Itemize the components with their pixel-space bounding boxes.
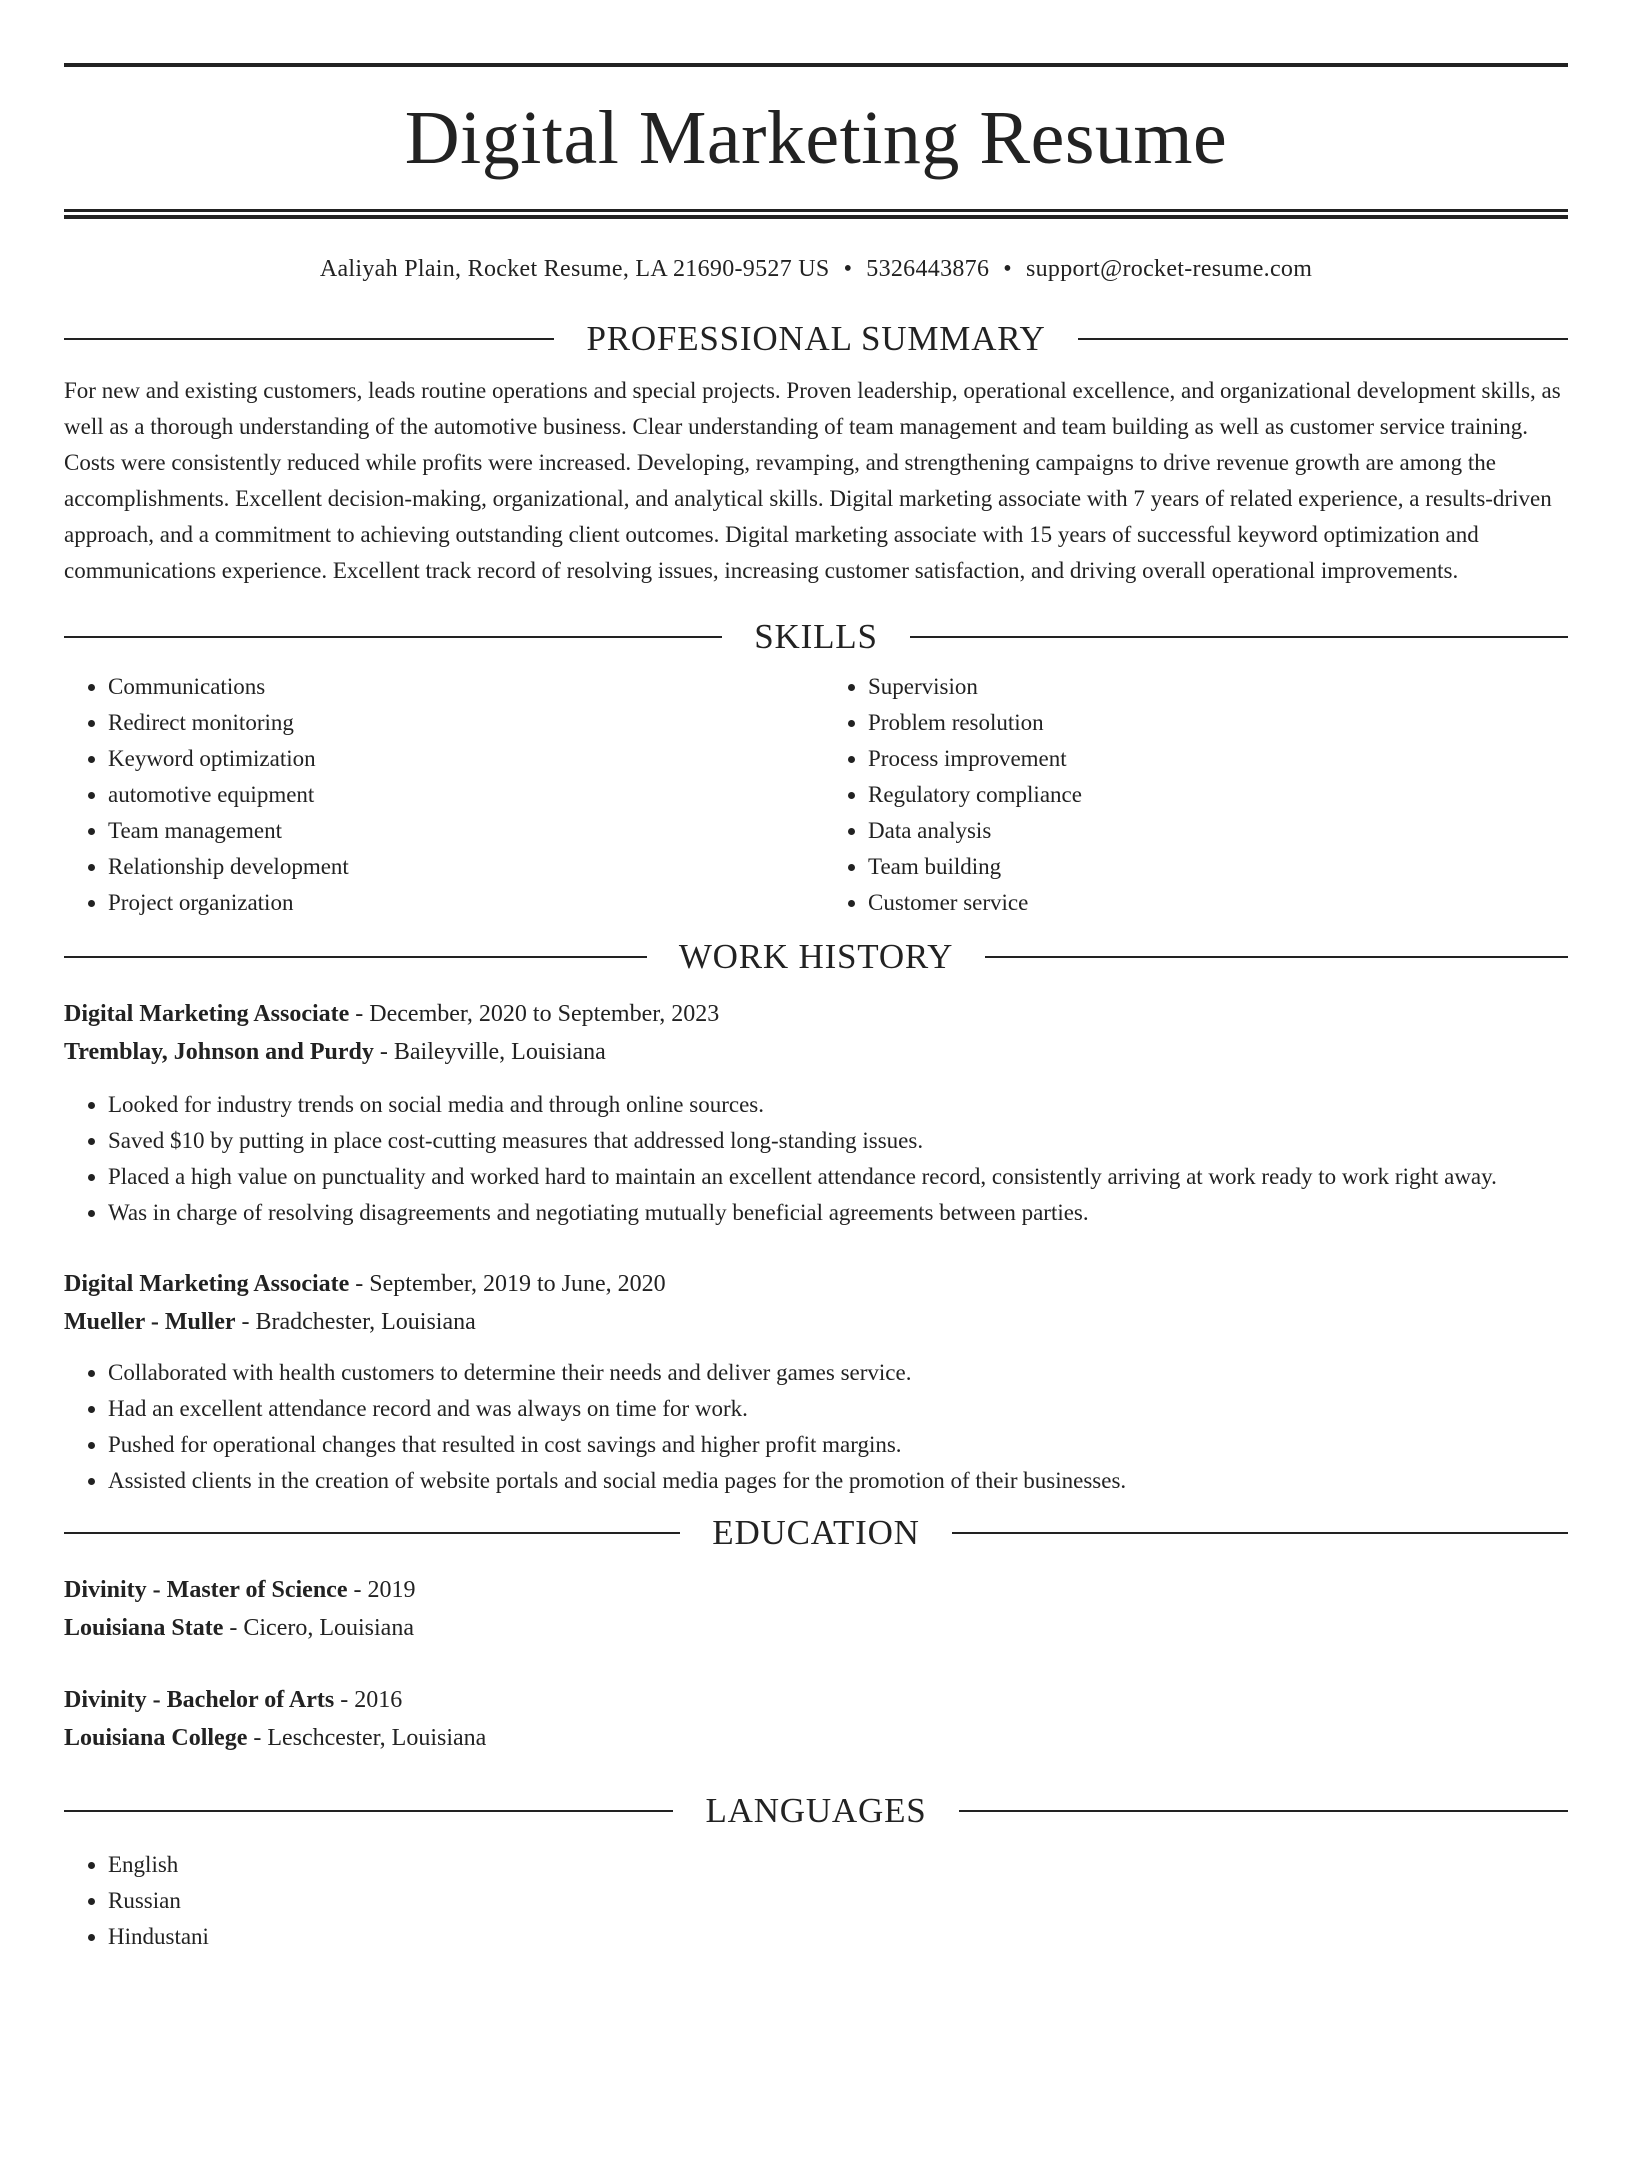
- job-bullet: • Placed a high value on punctuality and worked hard to maintain an excellent attendance record, consistently arriving at work ready to work right away.: [108, 1159, 1568, 1195]
- contact-phone: 5326443876: [866, 256, 990, 282]
- job-location: - Baileyville, Louisiana: [373, 1039, 606, 1065]
- job-title-line: [64, 1265, 1568, 1303]
- job-bullets: [64, 1355, 1568, 1499]
- heading-rule-left: [64, 1532, 680, 1534]
- job-location: - Bradchester, Louisiana: [235, 1309, 476, 1335]
- section-heading-education: [64, 1511, 1568, 1555]
- job-bullet: • Looked for industry trends on social media and through online sources.: [108, 1087, 1568, 1123]
- language-item: • English: [108, 1847, 1568, 1883]
- skill-item: • Supervision: [868, 669, 1568, 705]
- resume-page: [0, 63, 1632, 2175]
- job-entry: [64, 995, 1568, 1231]
- job-company: Tremblay, Johnson and Purdy: [64, 1039, 374, 1065]
- title-double-rule: [64, 209, 1568, 219]
- skills-list: [64, 669, 1568, 921]
- section-title-education: EDUCATION: [712, 1513, 920, 1552]
- education-degree-line: [64, 1681, 1568, 1719]
- heading-rule-right: [952, 1532, 1568, 1534]
- heading-rule-left: [64, 956, 647, 958]
- job-role: Digital Marketing Associate: [64, 1001, 350, 1027]
- resume-title: Digital Marketing Resume: [404, 96, 1228, 180]
- section-title-languages: LANGUAGES: [705, 1791, 927, 1830]
- section-heading-work: [64, 935, 1568, 979]
- heading-rule-right: [985, 956, 1568, 958]
- skills-column-right: [816, 669, 1568, 921]
- section-title-summary: PROFESSIONAL SUMMARY: [586, 319, 1046, 358]
- job-bullet: • Pushed for operational changes that resulted in cost savings and higher profit margins.: [108, 1427, 1568, 1463]
- job-company: Mueller - Muller: [64, 1309, 236, 1335]
- education-entry: [64, 1571, 1568, 1647]
- education-school: Louisiana State: [64, 1615, 224, 1641]
- skill-item: • Process improvement: [868, 741, 1568, 777]
- education-year: - 2019: [347, 1577, 416, 1603]
- job-dates: - December, 2020 to September, 2023: [349, 1001, 720, 1027]
- education-degree: Divinity - Bachelor of Arts: [64, 1687, 335, 1713]
- job-bullet: • Was in charge of resolving disagreements and negotiating mutually beneficial agreements between parties.: [108, 1195, 1568, 1231]
- heading-rule-left: [64, 636, 722, 638]
- language-item: • Russian: [108, 1883, 1568, 1919]
- skill-item: • Team building: [868, 849, 1568, 885]
- heading-rule-right: [910, 636, 1568, 638]
- skill-item: • Data analysis: [868, 813, 1568, 849]
- job-bullets: [64, 1087, 1568, 1231]
- contact-separator: •: [1003, 256, 1012, 282]
- job-bullet: • Collaborated with health customers to determine their needs and deliver games service.: [108, 1355, 1568, 1391]
- skill-item: • Problem resolution: [868, 705, 1568, 741]
- skill-item: • automotive equipment: [108, 777, 816, 813]
- heading-rule-right: [959, 1810, 1568, 1812]
- skills-column-left: [64, 669, 816, 921]
- heading-rule-left: [64, 1810, 673, 1812]
- contact-email[interactable]: support@rocket-resume.com: [1025, 256, 1313, 282]
- job-role: Digital Marketing Associate: [64, 1271, 350, 1297]
- education-location: - Cicero, Louisiana: [223, 1615, 414, 1641]
- skill-item: • Team management: [108, 813, 816, 849]
- section-title-skills: SKILLS: [754, 617, 878, 656]
- education-degree-line: [64, 1571, 1568, 1609]
- heading-rule-right: [1078, 338, 1568, 340]
- education-school-line: [64, 1609, 1568, 1647]
- job-bullet: • Assisted clients in the creation of website portals and social media pages for the promotion of their businesses.: [108, 1463, 1568, 1499]
- job-entry: [64, 1265, 1568, 1499]
- languages-list: [64, 1847, 1568, 1955]
- section-title-work: WORK HISTORY: [678, 937, 954, 976]
- job-title-line: [64, 995, 1568, 1033]
- education-degree: Divinity - Master of Science: [64, 1577, 348, 1603]
- skill-item: • Customer service: [868, 885, 1568, 921]
- heading-rule-left: [64, 338, 554, 340]
- contact-line: [64, 254, 1568, 284]
- job-bullet: • Saved $10 by putting in place cost-cutting measures that addressed long-standing issues.: [108, 1123, 1568, 1159]
- job-dates: - September, 2019 to June, 2020: [349, 1271, 666, 1297]
- contact-separator: •: [843, 256, 853, 282]
- education-year: - 2016: [334, 1687, 403, 1713]
- section-heading-skills: [64, 615, 1568, 659]
- job-bullet: • Had an excellent attendance record and was always on time for work.: [108, 1391, 1568, 1427]
- skill-item: • Keyword optimization: [108, 741, 816, 777]
- education-school: Louisiana College: [64, 1725, 248, 1751]
- education-location: - Leschcester, Louisiana: [247, 1725, 487, 1751]
- section-heading-languages: [64, 1789, 1568, 1833]
- skill-item: • Relationship development: [108, 849, 816, 885]
- skill-item: • Communications: [108, 669, 816, 705]
- summary-paragraph: For new and existing customers, leads routine operations and special projects. Proven leadership, operational excellence, and organizational development skills, as well as a thorough understanding of the automotive business. Clear understanding of team management and team building as well as customer service training. Costs were consistently reduced while profits were increased. Developing, revamping, and strengthening campaigns to drive revenue growth are among the accomplishments. Excellent decision-making, organizational, and analytical skills. Digital marketing associate with 7 years of related experience, a results-driven approach, and a commitment to achieving outstanding client outcomes. Digital marketing associate with 15 years of successful keyword optimization and communications experience. Excellent track record of resolving issues, increasing customer satisfaction, and driving overall operational improvements.: [64, 378, 1561, 583]
- skill-item: • Redirect monitoring: [108, 705, 816, 741]
- skill-item: • Regulatory compliance: [868, 777, 1568, 813]
- job-company-line: [64, 1303, 1568, 1341]
- section-heading-summary: [64, 317, 1568, 361]
- job-company-line: [64, 1033, 1568, 1071]
- education-entry: [64, 1681, 1568, 1757]
- contact-address: Aaliyah Plain, Rocket Resume, LA 21690-9527 US: [319, 256, 830, 282]
- skill-item: • Project organization: [108, 885, 816, 921]
- language-item: • Hindustani: [108, 1919, 1568, 1955]
- education-school-line: [64, 1719, 1568, 1757]
